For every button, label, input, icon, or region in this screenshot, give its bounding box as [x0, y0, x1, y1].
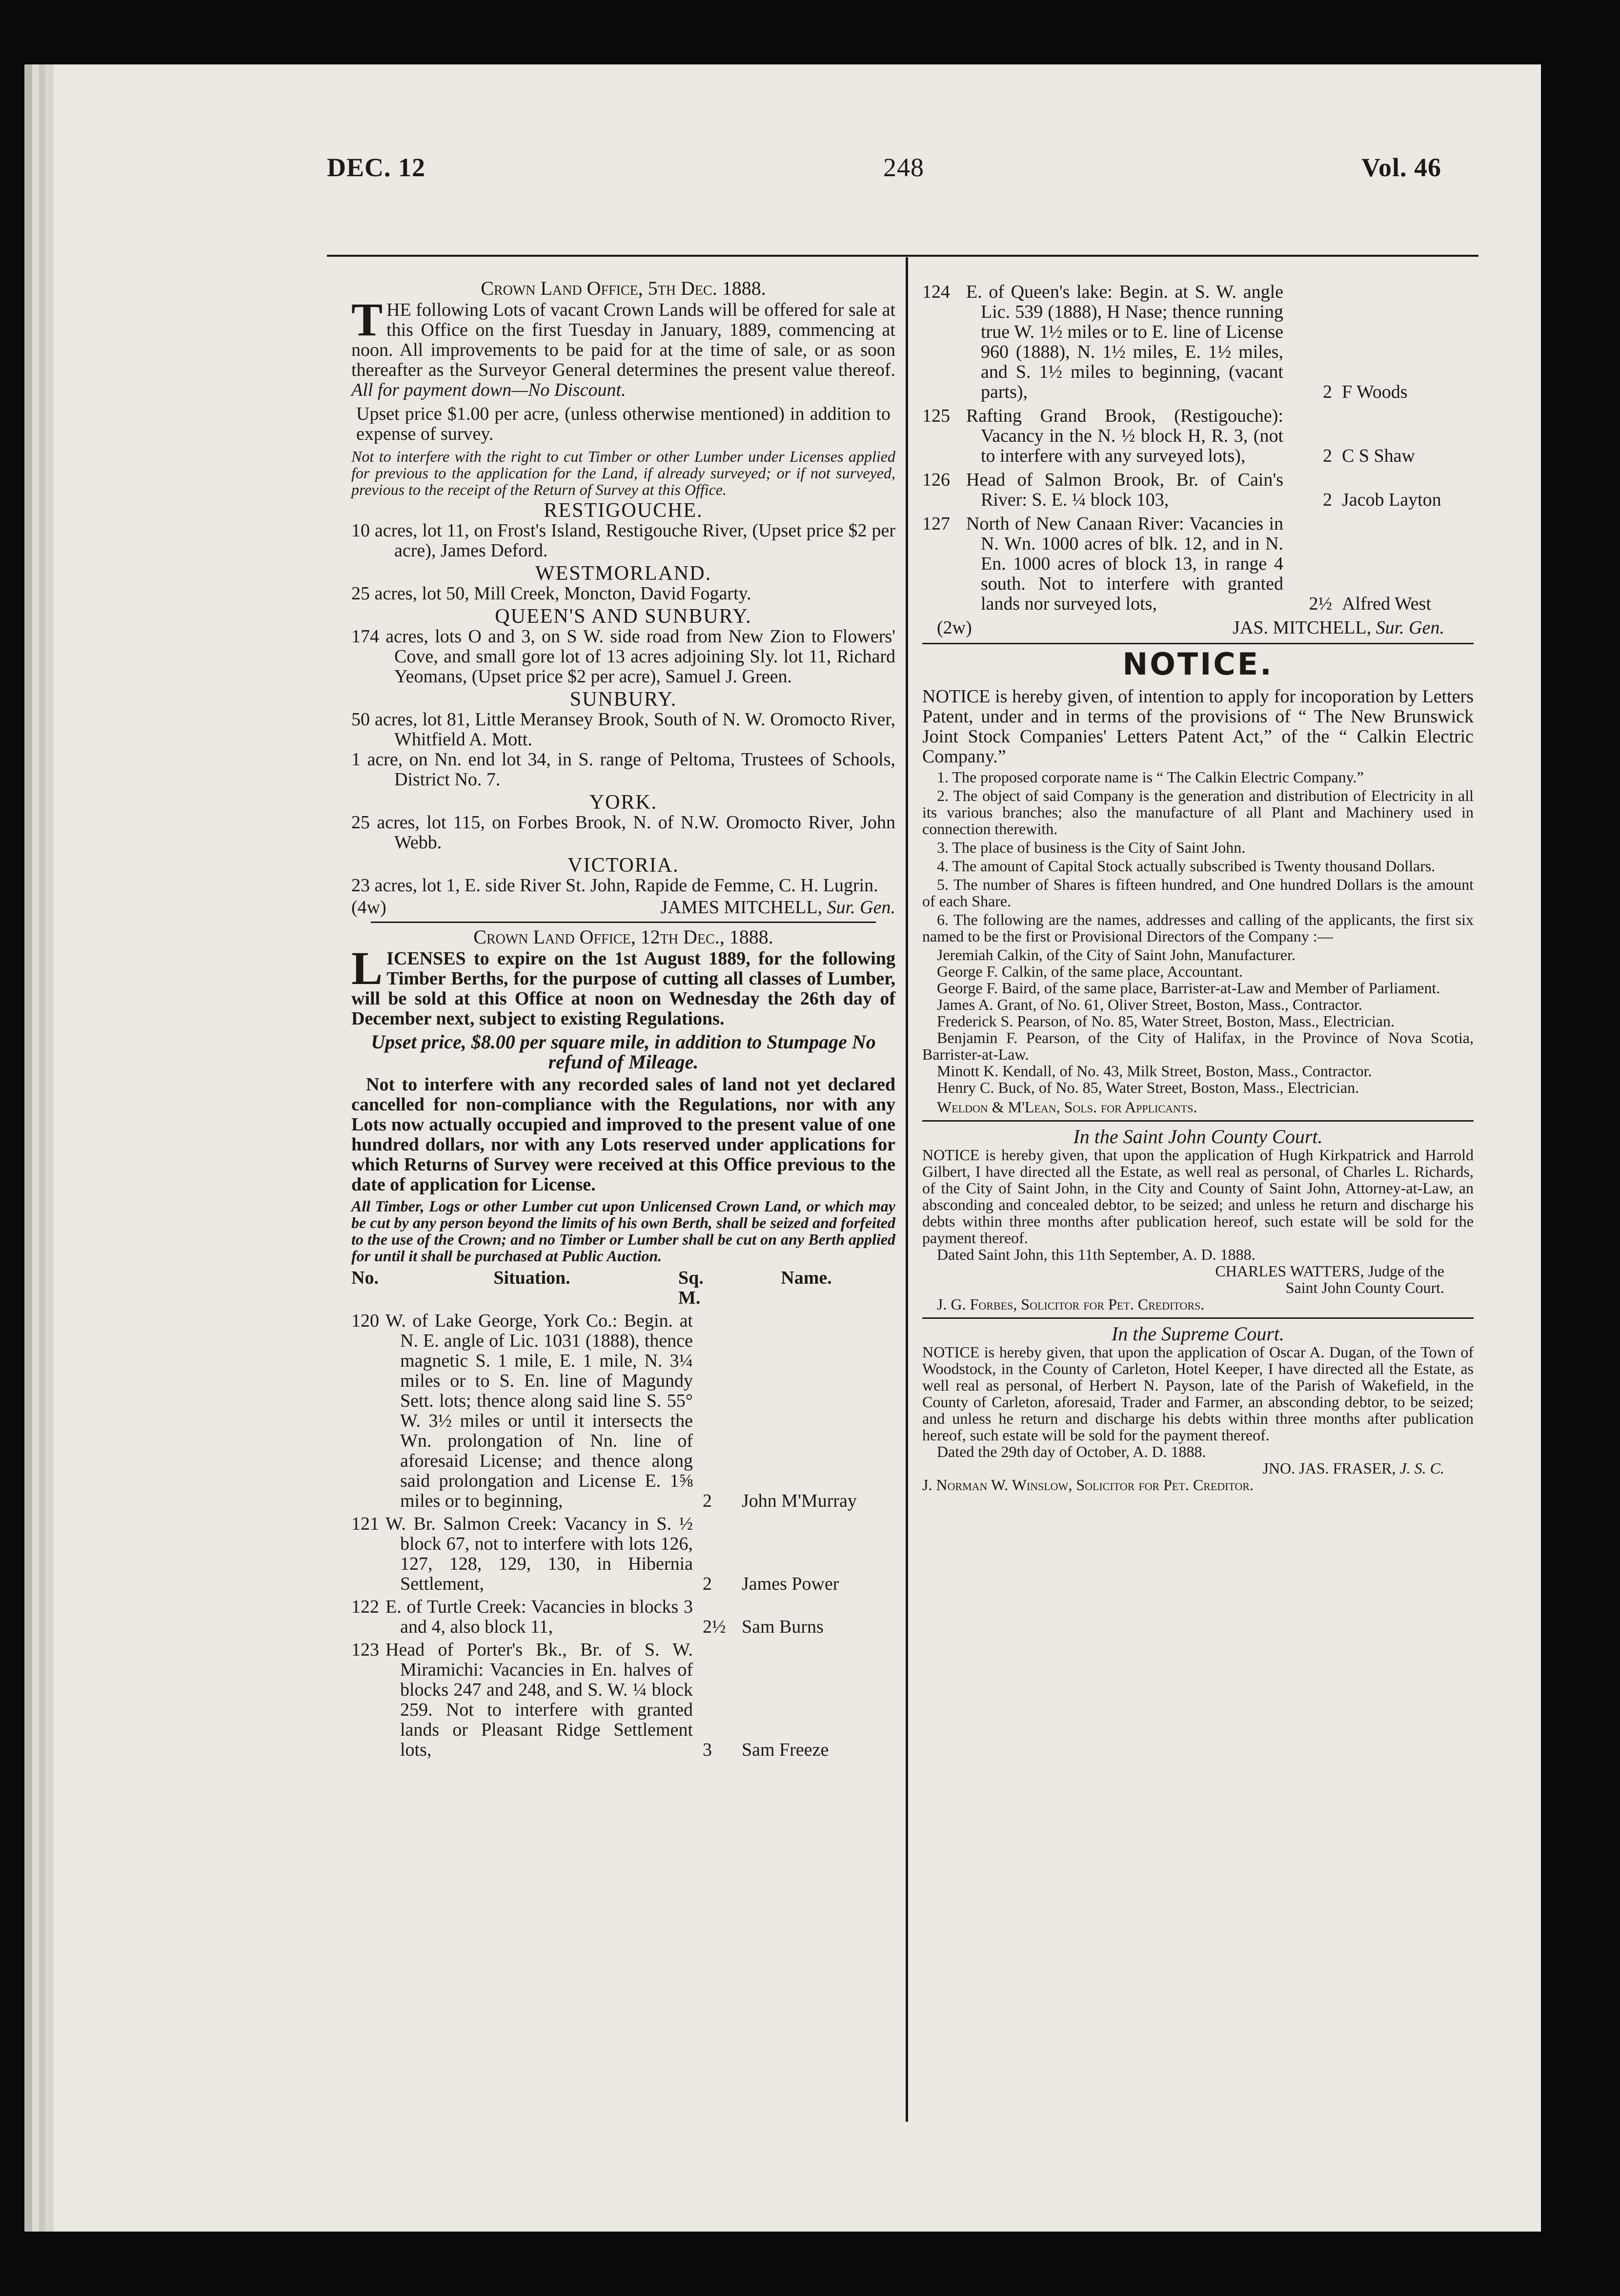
lots-table-right: [922, 282, 1474, 614]
lot-number: 126: [922, 470, 950, 490]
table-row: [922, 282, 1474, 402]
signature-row-2: [922, 618, 1474, 638]
lot-entry: 50 acres, lot 81, Little Meransey Brook, South of N. W. Oromocto River, Whitfield A. Mott.: [351, 709, 895, 750]
table-row: [922, 470, 1474, 510]
supreme-court-dated: Dated the 29th day of October, A. D. 1888.: [937, 1443, 1206, 1460]
county-heading: WESTMORLAND.: [535, 562, 712, 585]
notice-heading: NOTICE.: [1122, 646, 1274, 682]
county-court-heading: In the Saint John County Court.: [1073, 1126, 1323, 1148]
intro-text: HE following Lots of vacant Crown Lands will be offered for sale at this Office on the first Tuesday in January, 1889, commencing at noon. All improvements to be paid for at the time of sale, or as soon thereafter as the Surveyor General determines the present value thereof.: [351, 300, 895, 380]
lot-name: John M'Murray: [742, 1491, 857, 1511]
supreme-court-heading: In the Supreme Court.: [1111, 1323, 1285, 1345]
intro-italic: All for payment down—No Discount.: [351, 380, 626, 400]
applicant: Benjamin F. Pearson, of the City of Halifax, in the Province of Nova Scotia, Barrister-at-Law.: [922, 1029, 1474, 1063]
lot-entry: 174 acres, lots O and 3, on S W. side road from New Zion to Flowers' Cove, and small gore lot of 13 acres adjoining Sly. lot 11, Richard Yeomans, (Upset price $2 per acre), Samuel J. Green.: [351, 626, 895, 687]
lot-sq-miles: 2: [1323, 446, 1332, 466]
lot-name: Sam Burns: [742, 1617, 824, 1637]
lot-number: 123: [351, 1640, 379, 1660]
newspaper-page: [54, 64, 1541, 2232]
table-row: [351, 1311, 895, 1511]
applicant: James A. Grant, of No. 61, Oliver Street, Boston, Mass., Contractor.: [937, 996, 1362, 1013]
col-name: Name.: [781, 1268, 832, 1288]
lot-situation: E. of Turtle Creek: Vacancies in blocks 3 and 4, also block 11,: [385, 1597, 693, 1637]
lot-sq-miles: 2½: [703, 1617, 726, 1637]
county-court-body: NOTICE is hereby given, that upon the application of Hugh Kirkpatrick and Harrold Gilbert, I have directed all the Estate, as well real as personal, of Charles L. Richards, of the City of Saint John, in the City and County of Saint John, Attorney-at-Law, an absconding and concealed debtor, to be seized; and unless he return and discharge his debts within three months after publication hereof, such estate will be sold for the payment thereof.: [922, 1146, 1474, 1247]
calkin-item: 3. The place of business is the City of Saint John.: [937, 839, 1246, 856]
upset-price-text: Upset price $1.00 per acre, (unless otherwise mentioned) in addition to expense of survey.: [356, 404, 891, 444]
calkin-item: 6. The following are the names, addresses and calling of the applicants, the first six named to be the first or Provisional Directors of the Company :—: [922, 911, 1474, 945]
calkin-item: 2. The object of said Company is the generation and distribution of Electricity in all its various branches; also the manufacture of all Plant and Machinery used in connection therewith.: [922, 787, 1474, 838]
lot-name: Jacob Layton: [1342, 490, 1441, 510]
lots-table-left: [351, 1311, 895, 1760]
lot-number: 124: [922, 282, 950, 302]
table-row: [351, 1640, 895, 1760]
signer-name: JAMES MITCHELL,: [660, 897, 823, 918]
table-row: [922, 406, 1474, 466]
county-court-solicitor: J. G. Forbes, Solicitor for Pet. Creditors.: [937, 1295, 1205, 1313]
applicant: George F. Baird, of the same place, Barrister-at-Law and Member of Parliament.: [937, 979, 1440, 997]
calkin-items: [922, 769, 1474, 944]
drop-cap: L: [351, 942, 383, 994]
lots-table-header: [351, 1268, 895, 1308]
county-heading: RESTIGOUCHE.: [544, 499, 703, 522]
applicant: Minott K. Kendall, of No. 43, Milk Street, Boston, Mass., Contractor.: [937, 1062, 1372, 1080]
licenses-text: ICENSES to expire on the 1st August 1889, for the following Timber Berths, for the purpose of cutting all classes of Lumber, will be sold at this Office at noon on Wednesday the 26th day of December next, subject to existing Regulations.: [351, 948, 895, 1029]
lot-situation: W. of Lake George, York Co.: Begin. at N. E. angle of Lic. 1031 (1888), thence magnetic S. 1 mile, E. 1 mile, N. 3¼ miles or to S. En. line of Magundy Sett. lots; thence along said line S. 55° W. 3½ miles or until it intersects the Wn. prolongation of Nn. line of aforesaid License; and thence along said prolongation and License E. 1⅝ miles or to beginning,: [385, 1311, 693, 1511]
signer-title: Sur. Gen.: [1376, 617, 1444, 638]
lot-number: 121: [351, 1514, 379, 1534]
county-sections: [351, 501, 895, 896]
weeks-label: (4w): [351, 897, 386, 918]
stumpage-text: Upset price, $8.00 per square mile, in addition to Stumpage No refund of Mileage.: [371, 1031, 876, 1073]
lot-sq-miles: 2: [1323, 490, 1332, 510]
lot-entry: 10 acres, lot 11, on Frost's Island, Restigouche River, (Upset price $2 per acre), James Deford.: [351, 520, 895, 561]
lot-entry: 25 acres, lot 115, on Forbes Brook, N. of N.W. Oromocto River, John Webb.: [351, 812, 895, 853]
signature-row-1: [351, 898, 895, 918]
lot-name: James Power: [742, 1574, 839, 1594]
calkin-item: 1. The proposed corporate name is “ The Calkin Electric Company.”: [937, 768, 1364, 786]
lot-situation: North of New Canaan River: Vacancies in N. Wn. 1000 acres of blk. 12, and in N. En. 1000 acres of block 13, in range 4 south. Not to interfere with granted lands nor surveyed lots,: [966, 513, 1283, 614]
lot-situation: Rafting Grand Brook, (Restigouche): Vacancy in the N. ½ block H, R. 3, (not to interfere with any surveyed lots),: [966, 406, 1283, 466]
county-heading: VICTORIA.: [567, 854, 679, 877]
col-sq: Sq. M.: [678, 1268, 704, 1308]
crown-land-office-heading-2: Crown Land Office, 12th Dec., 1888.: [473, 926, 773, 948]
lots-sale-intro: [351, 293, 895, 400]
county-court-dated: Dated Saint John, this 11th September, A. D. 1888.: [937, 1246, 1256, 1263]
lot-situation: W. Br. Salmon Creek: Vacancy in S. ½ block 67, not to interfere with lots 126, 127, 128, 129, 130, in Hibernia Settlement,: [385, 1514, 693, 1594]
table-row: [351, 1514, 895, 1594]
right-column: [922, 278, 1474, 1493]
header-page-number: 248: [883, 153, 924, 182]
applicant: Jeremiah Calkin, of the City of Saint John, Manufacturer.: [937, 946, 1296, 964]
header-volume: Vol. 46: [1361, 153, 1442, 182]
divider-rule: [371, 922, 876, 923]
weeks-label: (2w): [937, 617, 972, 638]
interfere-text: Not to interfere with any recorded sales of land not yet declared cancelled for non-compliance with the Regulations, nor with any Lots now actually occupied and improved to the present value of one hundred dollars, nor with any Lots reserved under applications for which Returns of Survey were received at this Office previous to the date of application for License.: [351, 1074, 895, 1195]
licenses-intro: [351, 942, 895, 1029]
lot-situation: Head of Porter's Bk., Br. of S. W. Miramichi: Vacancies in En. halves of blocks 247 and 248, and S. W. ¼ block 259. Not to interfere with granted lands or Pleasant Ridge Settlement lots,: [385, 1640, 693, 1760]
calkin-item: 4. The amount of Capital Stock actually subscribed is Twenty thousand Dollars.: [937, 857, 1436, 875]
col-situation: Situation.: [493, 1268, 570, 1288]
proviso-text: Not to interfere with the right to cut Timber or other Lumber under Licenses applied for previous to the application for the Land, if already surveyed; or if not surveyed, previous to the receipt of the Return of Survey at this Office.: [351, 448, 895, 498]
forfeit-warning: All Timber, Logs or other Lumber cut upon Unlicensed Crown Land, or which may be cut by any person beyond the limits of his own Berth, shall be seized and forfeited to the use of the Crown; and no Timber or Lumber shall be cut on any Berth applied for until it shall be purchased at Public Auction.: [351, 1197, 895, 1265]
crown-land-office-heading-1: Crown Land Office, 5th Dec. 1888.: [481, 277, 766, 299]
table-row: [351, 1597, 895, 1637]
lot-sq-miles: 2: [703, 1491, 712, 1511]
county-court-judge-title: Saint John County Court.: [1285, 1279, 1444, 1296]
lot-number: 125: [922, 406, 950, 426]
lot-situation: E. of Queen's lake: Begin. at S. W. angle Lic. 539 (1888), H Nase; thence running true W. 1½ miles or to E. line of License 960 (1888), N. 1½ miles, E. 1½ miles, and S. 1½ miles to beginning, (vacant parts),: [966, 282, 1283, 402]
lot-name: F Woods: [1342, 382, 1408, 402]
lot-sq-miles: 2½: [1309, 594, 1332, 614]
lot-number: 127: [922, 513, 950, 534]
applicants-list: [922, 946, 1474, 1096]
table-row: [922, 514, 1474, 614]
county-heading: QUEEN'S AND SUNBURY.: [495, 605, 752, 628]
lot-entry: 1 acre, on Nn. end lot 34, in S. range of Peltoma, Trustees of Schools, District No. 7.: [351, 749, 895, 790]
lot-entry: 25 acres, lot 50, Mill Creek, Moncton, David Fogarty.: [351, 583, 751, 604]
header-date: DEC. 12: [327, 153, 426, 182]
county-heading: SUNBURY.: [569, 688, 677, 711]
lot-name: C S Shaw: [1342, 446, 1415, 466]
supreme-court-judge-title: J. S. C.: [1399, 1459, 1444, 1477]
supreme-court-judge: JNO. JAS. FRASER,: [1262, 1459, 1396, 1477]
lot-sq-miles: 2: [1323, 382, 1332, 402]
lot-number: 120: [351, 1311, 379, 1331]
lot-situation: Head of Salmon Brook, Br. of Cain's River: S. E. ¼ block 103,: [966, 470, 1283, 510]
divider-rule: [922, 1120, 1474, 1122]
lot-number: 122: [351, 1597, 379, 1617]
calkin-solicitors: Weldon & M'Lean, Sols. for Applicants.: [937, 1098, 1197, 1116]
county-heading: YORK.: [589, 791, 658, 814]
drop-cap: T: [351, 293, 383, 346]
lot-name: Sam Freeze: [742, 1740, 829, 1760]
county-court-judge: CHARLES WATTERS, Judge of the: [1215, 1262, 1444, 1280]
supreme-court-body: NOTICE is hereby given, that upon the application of Oscar A. Dugan, of the Town of Woodstock, in the County of Carleton, Hotel Keeper, I have directed all the Estate, as well real as personal, of Herbert N. Payson, late of the Parish of Wakefield, in the County of Carleton, aforesaid, Trader and Farmer, an absconding debtor, to be seized; and unless he return and discharge his debts within three months after publication hereof, such estate will be sold for the payment thereof.: [922, 1343, 1474, 1444]
col-no: No.: [351, 1268, 379, 1288]
signer-name: JAS. MITCHELL,: [1233, 617, 1372, 638]
supreme-court-solicitor: J. Norman W. Winslow, Solicitor for Pet. Creditor.: [922, 1476, 1254, 1494]
lot-name: Alfred West: [1342, 594, 1432, 614]
divider-rule: [922, 643, 1474, 644]
lot-sq-miles: 2: [703, 1574, 712, 1594]
applicant: George F. Calkin, of the same place, Accountant.: [937, 963, 1243, 980]
column-divider: [906, 257, 908, 2122]
left-column: [351, 278, 895, 1760]
calkin-intro: NOTICE is hereby given, of intention to apply for incoporation by Letters Patent, under and in terms of the provisions of “ The New Brunswick Joint Stock Companies' Letters Patent Act,” of the “ Calkin Electric Company.”: [922, 686, 1474, 767]
header-rule: [327, 255, 1478, 257]
applicant: Frederick S. Pearson, of No. 85, Water Street, Boston, Mass., Electrician.: [937, 1012, 1395, 1030]
signer-title: Sur. Gen.: [827, 897, 895, 918]
applicant: Henry C. Buck, of No. 85, Water Street, Boston, Mass., Electrician.: [937, 1079, 1359, 1096]
lot-sq-miles: 3: [703, 1740, 712, 1760]
divider-rule: [922, 1317, 1474, 1319]
lot-entry: 23 acres, lot 1, E. side River St. John, Rapide de Femme, C. H. Lugrin.: [351, 875, 878, 896]
calkin-item: 5. The number of Shares is fifteen hundred, and One hundred Dollars is the amount of each Share.: [922, 876, 1474, 910]
